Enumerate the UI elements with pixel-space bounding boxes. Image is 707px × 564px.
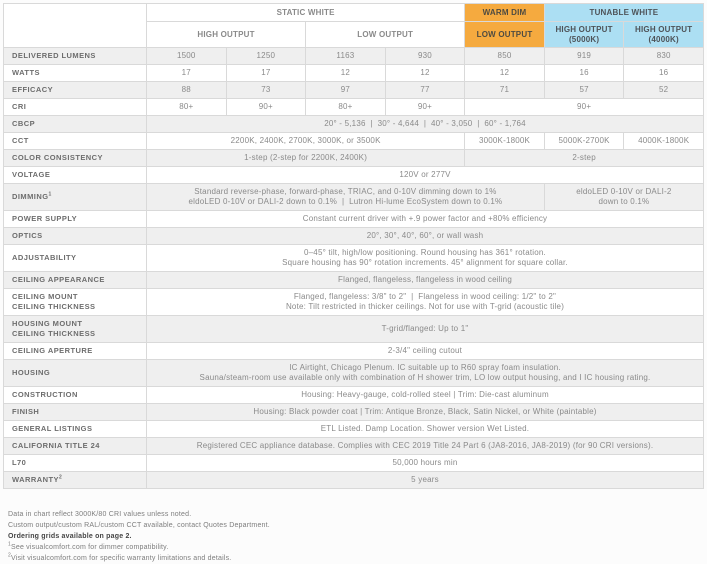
column-header-line: (4000K) [648,34,679,44]
row-label-line: POWER SUPPLY [12,214,78,223]
column-header-0 [147,22,306,48]
row-label-line: CCT [12,136,29,145]
row-label-line: WATTS [12,68,40,77]
row-label-line: COLOR CONSISTENCY [12,153,103,162]
column-header-2 [465,22,545,48]
spec-table-body [4,48,704,489]
column-header-line: HIGH OUTPUT [197,29,255,39]
cell-line: Square housing has 90° rotation increments. 45° alignment for square collar. [282,258,568,267]
spec-cell [385,48,465,65]
cell-line: 20° - 5,136 | 30° - 4,644 | 40° - 3,050 | 60° - 1,764 [324,119,526,128]
column-header-3 [544,22,624,48]
cell-line: 5000K-2700K [558,136,610,145]
cell-line: Note: Tilt restricted in thicker ceilings. Not for use with T-grid (acoustic tile) [285,302,565,311]
footnote-marker: 1 [48,191,52,198]
column-group-warm-dim: WARM DIM [465,4,545,22]
row-label-line: CEILING THICKNESS [12,329,96,338]
cell-line: Standard reverse-phase, forward-phase, TRIAC, and 0-10V dimming down to 1% [194,187,497,196]
spec-cell [147,421,704,438]
spec-table [3,3,704,489]
row-label-line: OPTICS [12,231,43,240]
spec-cell [147,343,704,360]
row-label-line: VOLTAGE [12,170,51,179]
cell-line: 17 [181,68,191,77]
spec-cell [147,272,704,289]
footnote-line: Data in chart reflect 3000K/80 CRI values unless noted. [8,511,192,518]
row-label [4,48,147,65]
table-row [4,133,704,150]
cell-line: 90+ [577,102,592,111]
footnote-line: $^1$See visualcomfort.com for dimmer compatibility. [8,541,169,551]
row-label-line: CONSTRUCTION [12,390,78,399]
spec-cell [147,65,227,82]
cell-line: 16 [659,68,669,77]
spec-cell [147,404,704,421]
table-row [4,48,704,65]
row-label [4,65,147,82]
row-label [4,360,147,387]
column-header-line: HIGH OUTPUT [635,24,693,34]
table-row [4,245,704,272]
row-label [4,211,147,228]
row-label [4,343,147,360]
column-header-line: (5000K) [568,34,600,44]
spec-cell [147,228,704,245]
cell-line: 97 [340,85,351,94]
cell-line: 1163 [336,51,355,60]
cell-line: Constant current driver with +.9 power factor and +80% efficiency [302,214,548,223]
spec-cell [544,65,624,82]
cell-line: 2-3/4" ceiling cutout [387,346,463,355]
row-label [4,387,147,404]
cell-line: down to 0.1% [598,197,650,206]
cell-line: 80+ [338,102,353,111]
cell-line: eldoLED 0-10V or DALI-2 [576,187,672,196]
spec-cell [147,167,704,184]
table-row [4,289,704,316]
column-header-line: HIGH OUTPUT [555,24,613,34]
table-row [4,99,704,116]
spec-cell [147,472,704,489]
table-row [4,116,704,133]
column-group-static-white: STATIC WHITE [147,4,465,22]
cell-line: eldoLED 0-10V or DALI-2 down to 0.1% | Lutron Hi-lume EcoSystem down to 0.1% [188,197,503,206]
cell-line: 1500 [176,51,196,60]
cell-line: 2200K, 2400K, 2700K, 3000K, or 3500K [230,136,381,145]
spec-cell [306,99,386,116]
column-group-tunable-white: TUNABLE WHITE [544,4,703,22]
column-header-4 [624,22,704,48]
spec-cell [544,82,624,99]
footnotes [8,509,704,564]
spec-cell [226,99,306,116]
spec-cell [544,184,703,211]
table-row [4,360,704,387]
spec-cell [544,48,624,65]
row-label-line: CRI [12,102,27,111]
cell-line: 16 [579,68,589,77]
row-label-line: HOUSING [12,368,51,377]
row-label-line: CEILING APERTURE [12,346,93,355]
table-row [4,211,704,228]
cell-line: 20°, 30°, 40°, 60°, or wall wash [366,231,484,240]
row-label [4,472,147,489]
spec-cell [306,65,386,82]
spec-cell [147,245,704,272]
table-row [4,421,704,438]
row-label-line: CEILING MOUNT [12,292,78,301]
cell-line: Registered CEC appliance database. Complies with CEC 2019 Title 24 Part 6 (JA8-2016, JA8-2019) (for 90 CRI versions). [196,441,654,450]
table-row [4,404,704,421]
column-header-line: LOW OUTPUT [476,29,533,39]
row-label [4,245,147,272]
spec-cell [147,116,704,133]
cell-line: 57 [579,85,589,94]
cell-line: 4000K-1800K [638,136,690,145]
row-label [4,133,147,150]
cell-line: 77 [420,85,430,94]
spec-cell [147,387,704,404]
row-label-line: CBCP [12,119,36,128]
cell-line: Housing: Black powder coat | Trim: Antique Bronze, Black, Satin Nickel, or White (paintable) [253,407,597,416]
cell-line: Flanged, flangeless, flangeless in wood ceiling [338,275,512,284]
footnote-line: Custom output/custom RAL/custom CCT available, contact Quotes Department. [8,522,270,529]
table-row [4,272,704,289]
row-label [4,99,147,116]
cell-line: 50,000 hours min [392,458,458,467]
spec-cell [465,48,545,65]
spec-cell [465,133,545,150]
spec-cell [624,133,704,150]
footnote-marker: 2 [8,552,11,559]
cell-line: 0–45° tilt, high/low positioning. Round housing has 361° rotation. [304,248,546,257]
table-row [4,82,704,99]
column-header-1 [306,22,465,48]
spec-cell [465,150,704,167]
cell-line: 930 [417,51,432,60]
row-label-line: ADJUSTABILITY [12,253,77,262]
spec-cell [306,48,386,65]
cell-line: 12 [499,68,510,77]
row-label-line: GENERAL LISTINGS [12,424,93,433]
footnote-line: Ordering grids available on page 2. [8,533,132,540]
spec-cell [226,48,306,65]
table-row [4,438,704,455]
row-label [4,438,147,455]
table-row [4,343,704,360]
spec-cell [624,48,704,65]
table-row [4,455,704,472]
cell-line: IC Airtight, Chicago Plenum. IC suitable up to R60 spray foam insulation. [289,363,561,372]
spec-cell [147,438,704,455]
spec-cell [147,211,704,228]
spec-cell [147,316,704,343]
row-label [4,116,147,133]
table-row [4,387,704,404]
row-label [4,228,147,245]
row-label [4,455,147,472]
table-row [4,228,704,245]
cell-line: 90+ [258,102,273,111]
cell-line: ETL Listed. Damp Location. Shower version Wet Listed. [320,424,530,433]
spec-cell [147,48,227,65]
cell-line: 52 [659,85,669,94]
spec-cell [465,99,704,116]
cell-line: 71 [499,85,510,94]
row-label-line: FINISH [12,407,40,416]
spec-cell [465,82,545,99]
row-label [4,272,147,289]
footnote-marker: 1 [8,541,11,548]
cell-line: 12 [340,68,351,77]
cell-line: 73 [261,85,271,94]
column-header-line: LOW OUTPUT [357,29,414,39]
row-label-line: EFFICACY [12,85,54,94]
cell-line: 12 [420,68,430,77]
row-label [4,421,147,438]
row-label [4,289,147,316]
row-label-line: DELIVERED LUMENS [12,51,96,60]
table-row [4,150,704,167]
cell-line: 5 years [411,475,439,484]
spec-cell [147,455,704,472]
spec-cell [624,82,704,99]
cell-line: 17 [261,68,271,77]
cell-line: 120V or 277V [399,170,451,179]
cell-line: 88 [181,85,191,94]
footnote-line: $^2$Visit visualcomfort.com for specific warranty limitations and details. [8,552,232,562]
spec-cell [544,133,624,150]
cell-line: 2-step [572,153,596,162]
spec-cell [147,184,545,211]
row-label-line: WARRANTY$^2$ [12,474,63,484]
spec-cell [465,65,545,82]
cell-line: 850 [497,51,512,60]
table-row [4,184,704,211]
row-label [4,404,147,421]
spec-cell [306,82,386,99]
cell-line: Sauna/steam-room use available only with combination of H shower trim, LO low output housing, and I IC housing rating. [199,373,651,382]
row-label [4,82,147,99]
row-label [4,150,147,167]
row-label-line: CEILING THICKNESS [12,302,96,311]
cell-line: 830 [656,51,671,60]
spec-cell [147,360,704,387]
table-row [4,65,704,82]
cell-line: Housing: Heavy-gauge, cold-rolled steel | Trim: Die-cast aluminum [301,390,549,399]
table-row [4,472,704,489]
cell-line: 80+ [179,102,194,111]
spec-cell [385,65,465,82]
cell-line: 919 [577,51,592,60]
spec-cell [147,150,465,167]
table-row [4,167,704,184]
table-row [4,316,704,343]
cell-line: Flanged, flangeless: 3/8" to 2" | Flangeless in wood ceiling: 1/2" to 2" [293,292,557,301]
corner-cell [4,4,147,48]
cell-line: 90+ [417,102,433,111]
row-label-line: DIMMING$^1$ [12,191,52,201]
spec-cell [147,99,227,116]
spec-cell [226,82,306,99]
spec-cell [226,65,306,82]
row-label [4,184,147,211]
spec-cell [147,289,704,316]
spec-cell [624,65,704,82]
cell-line: 1-step (2-step for 2200K, 2400K) [244,153,368,162]
row-label-line: L70 [12,458,27,467]
row-label [4,316,147,343]
footnote-marker: 2 [58,474,63,481]
spec-cell [147,133,465,150]
row-label-line: CALIFORNIA TITLE 24 [12,441,100,450]
spec-cell [385,82,465,99]
row-label [4,167,147,184]
spec-table-header [4,4,704,48]
spec-cell [385,99,465,116]
cell-line: 1250 [256,51,276,60]
row-label-line: HOUSING MOUNT [12,319,83,328]
cell-line: T-grid/flanged: Up to 1" [381,324,469,333]
cell-line: 3000K-1800K [478,136,531,145]
spec-cell [147,82,227,99]
row-label-line: CEILING APPEARANCE [12,275,105,284]
